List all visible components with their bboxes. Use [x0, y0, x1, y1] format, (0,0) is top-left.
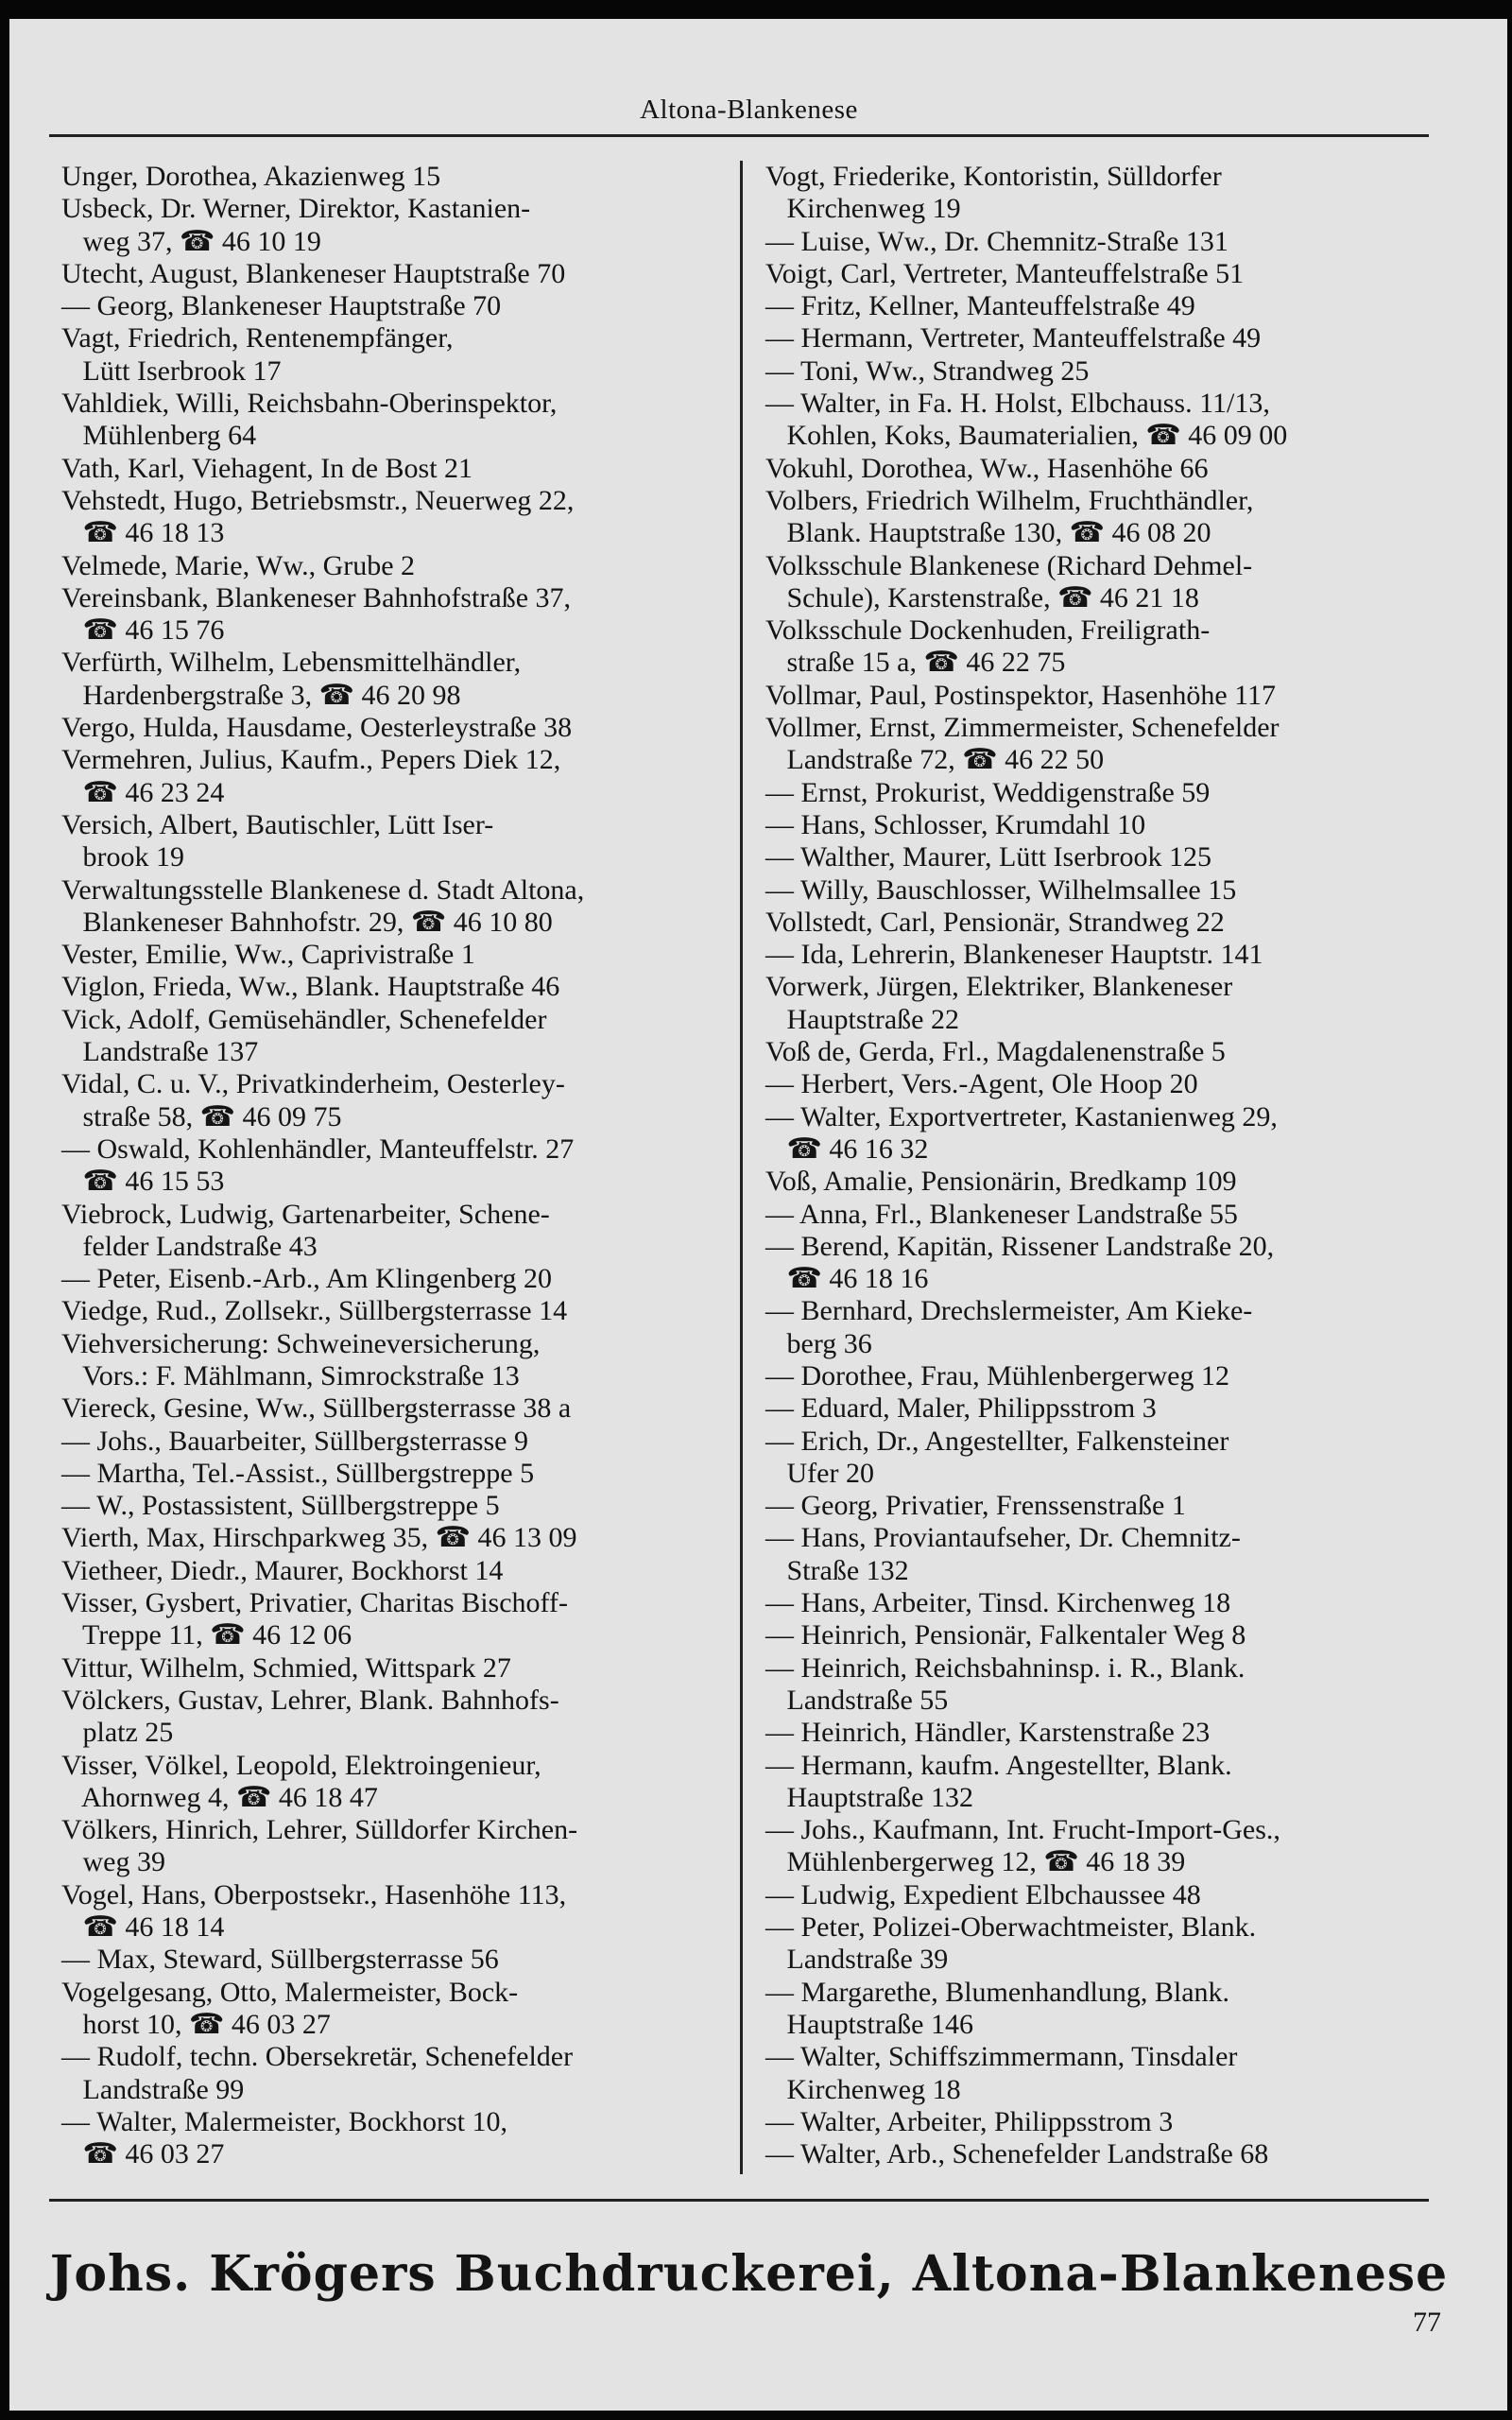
directory-entry-line: brook 19 [61, 841, 184, 873]
directory-entry-line: Viehversicherung: Schweineversicherung, [61, 1327, 541, 1359]
directory-entry-line: Lütt Iserbrook 17 [61, 354, 282, 387]
directory-entry-line: — Hermann, Vertreter, Manteuffelstraße 49 [765, 322, 1262, 354]
directory-entry-line: — Erich, Dr., Angestellter, Falkensteiner [765, 1425, 1229, 1457]
directory-entry-line: Vermehren, Julius, Kaufm., Pepers Diek 12, [61, 744, 561, 776]
directory-entry-line: weg 39 [61, 1846, 165, 1878]
directory-entry-line: — Walter, Malermeister, Bockhorst 10, [61, 2105, 508, 2137]
directory-entry-line: — Heinrich, Pensionär, Falkentaler Weg 8 [765, 1619, 1246, 1651]
directory-entry-line: Treppe 11, ☎ 46 12 06 [61, 1619, 352, 1651]
directory-entry-line: straße 58, ☎ 46 09 75 [61, 1100, 342, 1132]
directory-entry-line: Vollmer, Ernst, Zimmermeister, Schenefelder [765, 712, 1280, 744]
directory-entry-line: Viglon, Frieda, Ww., Blank. Hauptstraße 46 [61, 971, 560, 1003]
directory-entry-line: Landstraße 39 [765, 1944, 949, 1976]
directory-entry-line: ☎ 46 16 32 [765, 1132, 929, 1165]
directory-entry-line: Landstraße 137 [61, 1036, 259, 1068]
directory-entry-line: Viebrock, Ludwig, Gartenarbeiter, Schene- [61, 1198, 550, 1230]
directory-entry-line: — Georg, Privatier, Frenssenstraße 1 [765, 1490, 1186, 1522]
directory-entry-line: — Herbert, Vers.-Agent, Ole Hoop 20 [765, 1068, 1198, 1100]
directory-entry-line: — Peter, Eisenb.-Arb., Am Klingenberg 20 [61, 1263, 552, 1295]
directory-entry-line: Blank. Hauptstraße 130, ☎ 46 08 20 [765, 517, 1211, 549]
directory-entry-line: Verfürth, Wilhelm, Lebensmittelhändler, [61, 647, 522, 679]
directory-entry-line: Vorwerk, Jürgen, Elektriker, Blankeneser [765, 971, 1233, 1003]
directory-entry-line: ☎ 46 18 16 [765, 1263, 929, 1295]
directory-entry-line: Hauptstraße 22 [765, 1003, 959, 1035]
directory-entry-line: Ahornweg 4, ☎ 46 18 47 [61, 1781, 378, 1813]
directory-entry-line: — Johs., Kaufmann, Int. Frucht-Import-Ges., [765, 1814, 1280, 1846]
directory-entry-line: Visser, Völkel, Leopold, Elektroingenieur, [61, 1749, 541, 1781]
directory-entry-line: Vick, Adolf, Gemüsehändler, Schenefelder [61, 1003, 547, 1035]
printer-footer: Johs. Krögers Buchdruckerei, Altona-Blankenese [49, 2245, 1449, 2303]
directory-entry-line: Straße 132 [765, 1554, 909, 1586]
directory-entry-line: Unger, Dorothea, Akazienweg 15 [61, 161, 441, 192]
right-column [765, 161, 1455, 2170]
directory-entry-line: Utecht, August, Blankeneser Hauptstraße 70 [61, 257, 566, 289]
directory-entry-line: Vollmar, Paul, Postinspektor, Hasenhöhe 117 [765, 679, 1277, 711]
directory-entry-line: Völckers, Gustav, Lehrer, Blank. Bahnhofs- [61, 1684, 559, 1716]
directory-entry-line: — W., Postassistent, Süllbergstreppe 5 [61, 1490, 500, 1522]
directory-entry-line: Viedge, Rud., Zollsekr., Süllbergsterrasse 14 [61, 1295, 568, 1327]
directory-entry-line: — Max, Steward, Süllbergsterrasse 56 [61, 1944, 499, 1976]
directory-entry-line: — Fritz, Kellner, Manteuffelstraße 49 [765, 290, 1195, 322]
directory-entry-line: — Hans, Proviantaufseher, Dr. Chemnitz- [765, 1522, 1241, 1554]
directory-entry-line: Vogelgesang, Otto, Malermeister, Bock- [61, 1976, 519, 2008]
directory-entry-line: — Walter, Exportvertreter, Kastanienweg 29, [765, 1100, 1278, 1132]
directory-entry-line: — Toni, Ww., Strandweg 25 [765, 354, 1090, 387]
directory-entry-line: — Peter, Polizei-Oberwachtmeister, Blank. [765, 1911, 1257, 1944]
directory-entry-line: — Walter, Schiffszimmermann, Tinsdaler [765, 2041, 1238, 2073]
page-number: 77 [1413, 2307, 1441, 2338]
directory-entry-line: — Walter, Arb., Schenefelder Landstraße 68 [765, 2138, 1269, 2170]
directory-entry-line: Vollstedt, Carl, Pensionär, Strandweg 22 [765, 906, 1225, 938]
directory-entry-line: — Heinrich, Händler, Karstenstraße 23 [765, 1717, 1211, 1749]
directory-entry-line: — Hans, Schlosser, Krumdahl 10 [765, 808, 1146, 840]
directory-entry-line: Schule), Karstenstraße, ☎ 46 21 18 [765, 581, 1199, 614]
directory-entry-line: ☎ 46 15 76 [61, 614, 225, 647]
directory-entry-line: — Martha, Tel.-Assist., Süllbergstreppe 5 [61, 1457, 535, 1489]
directory-entry-line: Visser, Gysbert, Privatier, Charitas Bischoff- [61, 1587, 568, 1619]
directory-entry-line: — Ernst, Prokurist, Weddigenstraße 59 [765, 776, 1211, 808]
directory-entry-line: — Luise, Ww., Dr. Chemnitz-Straße 131 [765, 225, 1228, 257]
directory-entry-line: Vergo, Hulda, Hausdame, Oesterleystraße 38 [61, 712, 573, 744]
directory-entry-line: — Berend, Kapitän, Rissener Landstraße 20, [765, 1230, 1275, 1262]
directory-entry-line: — Ida, Lehrerin, Blankeneser Hauptstr. 141 [765, 939, 1263, 971]
directory-entry-line: — Hermann, kaufm. Angestellter, Blank. [765, 1749, 1232, 1781]
directory-entry-line: Landstraße 99 [61, 2073, 245, 2105]
directory-entry-line: — Dorothee, Frau, Mühlenbergerweg 12 [765, 1359, 1229, 1392]
directory-entry-line: ☎ 46 23 24 [61, 776, 225, 808]
directory-entry-line: Usbeck, Dr. Werner, Direktor, Kastanien- [61, 193, 531, 225]
directory-entry-line: Landstraße 72, ☎ 46 22 50 [765, 744, 1105, 776]
directory-entry-line: Vidal, C. u. V., Privatkinderheim, Oesterley- [61, 1068, 565, 1100]
directory-entry-line: Volbers, Friedrich Wilhelm, Fruchthändler, [765, 484, 1254, 516]
directory-entry-line: Volksschule Dockenhuden, Freiligrath- [765, 614, 1211, 647]
left-column [61, 161, 737, 2170]
directory-entry-line: felder Landstraße 43 [61, 1230, 318, 1262]
directory-entry-line: — Hans, Arbeiter, Tinsd. Kirchenweg 18 [765, 1587, 1231, 1619]
directory-entry-line: ☎ 46 18 13 [61, 517, 225, 549]
directory-entry-line: — Eduard, Maler, Philippsstrom 3 [765, 1392, 1157, 1425]
directory-entry-line: Hauptstraße 132 [765, 1781, 973, 1813]
directory-entry-line: — Rudolf, techn. Obersekretär, Schenefelder [61, 2041, 574, 2073]
directory-entry-line: Vogt, Friederike, Kontoristin, Sülldorfer [765, 161, 1222, 192]
directory-entry-line: Vokuhl, Dorothea, Ww., Hasenhöhe 66 [765, 452, 1209, 484]
directory-entry-line: — Heinrich, Reichsbahninsp. i. R., Blank. [765, 1651, 1246, 1684]
directory-entry-line: Viereck, Gesine, Ww., Süllbergsterrasse 38 a [61, 1392, 572, 1425]
directory-entry-line: Kohlen, Koks, Baumaterialien, ☎ 46 09 00 [765, 420, 1288, 452]
directory-entry-line: Vors.: F. Mählmann, Simrockstraße 13 [61, 1359, 520, 1392]
directory-entry-line: Vereinsbank, Blankeneser Bahnhofstraße 37, [61, 581, 572, 614]
directory-entry-line: — Willy, Bauschlosser, Wilhelmsallee 15 [765, 873, 1237, 906]
directory-entry-line: — Walter, in Fa. H. Holst, Elbchauss. 11/13, [765, 388, 1270, 420]
directory-entry-line: — Margarethe, Blumenhandlung, Blank. [765, 1976, 1230, 2008]
directory-entry-line: Blankeneser Bahnhofstr. 29, ☎ 46 10 80 [61, 906, 553, 938]
directory-entry-line: Velmede, Marie, Ww., Grube 2 [61, 549, 416, 581]
directory-entry-line: Ufer 20 [765, 1457, 874, 1489]
directory-entry-line: Vagt, Friedrich, Rentenempfänger, [61, 322, 454, 354]
directory-entry-line: Verwaltungsstelle Blankenese d. Stadt Altona, [61, 873, 585, 906]
page-header: Altona-Blankenese [640, 95, 858, 125]
directory-entry-line: Vietheer, Diedr., Maurer, Bockhorst 14 [61, 1554, 504, 1586]
directory-entry-line: Kirchenweg 18 [765, 2073, 961, 2105]
directory-entry-line: Kirchenweg 19 [765, 193, 961, 225]
directory-entry-line: — Georg, Blankeneser Hauptstraße 70 [61, 290, 502, 322]
directory-entry-line: Hauptstraße 146 [765, 2008, 973, 2040]
directory-entry-line: Voigt, Carl, Vertreter, Manteuffelstraße 51 [765, 257, 1245, 289]
directory-entry-line: Volksschule Blankenese (Richard Dehmel- [765, 549, 1253, 581]
directory-entry-line: straße 15 a, ☎ 46 22 75 [765, 647, 1066, 679]
directory-entry-line: Hardenbergstraße 3, ☎ 46 20 98 [61, 679, 461, 711]
directory-entry-line: — Walter, Arbeiter, Philippsstrom 3 [765, 2105, 1174, 2137]
directory-entry-line: Landstraße 55 [765, 1684, 949, 1716]
column-divider [740, 161, 743, 2174]
directory-entry-line: Vath, Karl, Viehagent, In de Bost 21 [61, 452, 473, 484]
directory-entry-line: Versich, Albert, Bautischler, Lütt Iser- [61, 808, 494, 840]
directory-entry-line: — Oswald, Kohlenhändler, Manteuffelstr. 27 [61, 1132, 575, 1165]
directory-entry-line: ☎ 46 03 27 [61, 2138, 225, 2170]
directory-entry-line: — Johs., Bauarbeiter, Süllbergsterrasse 9 [61, 1425, 528, 1457]
directory-entry-line: Vogel, Hans, Oberpostsekr., Hasenhöhe 113, [61, 1878, 567, 1910]
directory-entry-line: Vahldiek, Willi, Reichsbahn-Oberinspektor, [61, 388, 558, 420]
directory-entry-line: ☎ 46 15 53 [61, 1166, 225, 1198]
directory-entry-line: ☎ 46 18 14 [61, 1911, 225, 1944]
directory-entry-line: weg 37, ☎ 46 10 19 [61, 225, 321, 257]
directory-entry-line: Mühlenberg 64 [61, 420, 257, 452]
directory-entry-line: Völkers, Hinrich, Lehrer, Sülldorfer Kirchen- [61, 1814, 578, 1846]
footer-rule [49, 2199, 1429, 2202]
directory-entry-line: Voß de, Gerda, Frl., Magdalenenstraße 5 [765, 1036, 1226, 1068]
directory-entry-line: Voß, Amalie, Pensionärin, Bredkamp 109 [765, 1166, 1237, 1198]
directory-entry-line: Vester, Emilie, Ww., Caprivistraße 1 [61, 939, 475, 971]
header-rule [49, 134, 1429, 137]
directory-entry-line: Mühlenbergerweg 12, ☎ 46 18 39 [765, 1846, 1186, 1878]
directory-entry-line: Vittur, Wilhelm, Schmied, Wittspark 27 [61, 1651, 511, 1684]
directory-entry-line: — Walther, Maurer, Lütt Iserbrook 125 [765, 841, 1212, 873]
directory-entry-line: — Anna, Frl., Blankeneser Landstraße 55 [765, 1198, 1238, 1230]
directory-entry-line: horst 10, ☎ 46 03 27 [61, 2008, 331, 2040]
directory-entry-line: Vierth, Max, Hirschparkweg 35, ☎ 46 13 09 [61, 1522, 577, 1554]
directory-entry-line: platz 25 [61, 1717, 174, 1749]
directory-entry-line: Vehstedt, Hugo, Betriebsmstr., Neuerweg 22, [61, 484, 575, 516]
directory-entry-line: berg 36 [765, 1327, 872, 1359]
directory-page [9, 19, 1507, 2411]
directory-entry-line: — Bernhard, Drechslermeister, Am Kieke- [765, 1295, 1253, 1327]
directory-entry-line: — Ludwig, Expedient Elbchaussee 48 [765, 1878, 1201, 1910]
